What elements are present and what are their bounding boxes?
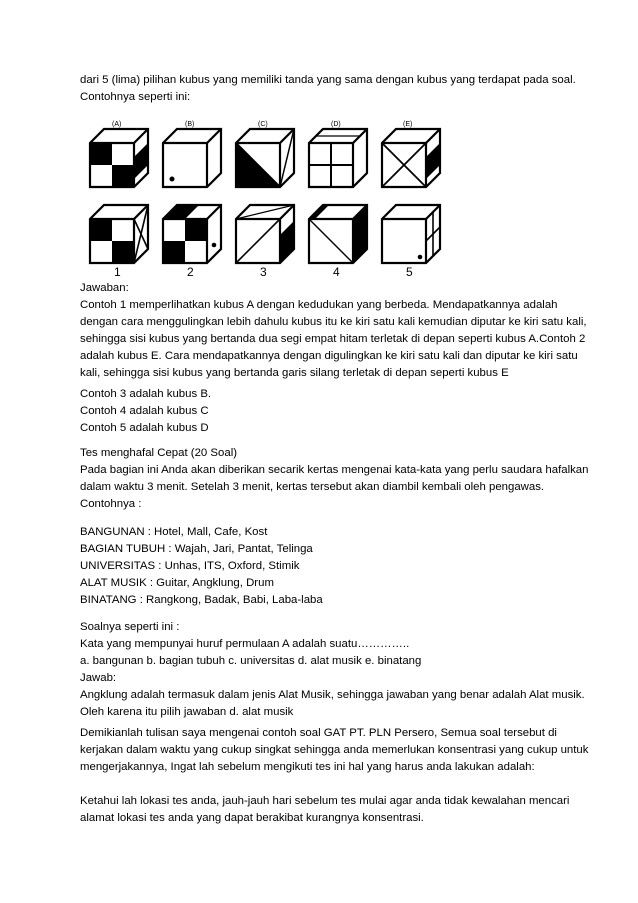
text-line: alamat lokasi tes anda yang dapat berakibat kurangnya konsentrasi. xyxy=(80,812,424,824)
text-line: Jawab: xyxy=(80,672,117,684)
list-item: Contoh 3 adalah kubus B. xyxy=(80,388,212,400)
categories-list xyxy=(80,524,580,609)
question-number-2: 2 xyxy=(187,265,194,279)
text-line: Oleh karena itu pilih jawaban d. alat musik xyxy=(80,706,294,718)
text-line: a. bangunan b. bagian tubuh c. universitas d. alat musik e. binatang xyxy=(80,655,422,667)
text-line: kali, sehingga sisi kubus yang bertanda garis silang terletak di depan seperti kubus E xyxy=(80,367,509,379)
text-line: Ketahui lah lokasi tes anda, jauh-jauh hari sebelum tes mulai agar anda tidak kewalahan mencari xyxy=(80,795,570,807)
question-number-4: 4 xyxy=(333,265,340,279)
cube-question-4 xyxy=(309,205,367,263)
list-item: Contoh 5 adalah kubus D xyxy=(80,422,209,434)
cube-option-e xyxy=(382,129,440,187)
text-line: Kata yang mempunyai huruf permulaan A adalah suatu………….. xyxy=(80,638,410,650)
section-heading: Tes menghafal Cepat (20 Soal) xyxy=(80,447,238,459)
question-number-1: 1 xyxy=(114,265,121,279)
cube-option-c xyxy=(236,129,294,187)
cube-option-d xyxy=(309,129,367,187)
intro-paragraph xyxy=(80,72,580,106)
closing-paragraph xyxy=(80,725,589,776)
cube-question-3 xyxy=(236,205,294,263)
text-line: Demikianlah tulisan saya mengenai contoh soal GAT PT. PLN Persero, Semua soal tersebut di xyxy=(80,727,557,739)
list-item: BANGUNAN : Hotel, Mall, Cafe, Kost xyxy=(80,526,268,538)
option-label-b: (B) xyxy=(185,121,195,128)
text-line: dengan cara menggulingkan lebih dahulu kubus itu ke kiri satu kali kemudian diputar ke kiri satu kali, xyxy=(80,316,587,328)
list-item: ALAT MUSIK : Guitar, Angklung, Drum xyxy=(80,577,274,589)
cube-question-5 xyxy=(382,205,440,263)
list-item: Contoh 4 adalah kubus C xyxy=(80,405,209,417)
soal-paragraph xyxy=(80,619,585,721)
text-line: Soalnya seperti ini : xyxy=(80,621,180,633)
cube-question-2 xyxy=(163,205,221,263)
text-line: dari 5 (lima) pilihan kubus yang memiliki tanda yang sama dengan kubus yang terdapat pada soal. xyxy=(80,74,576,86)
question-number-5: 5 xyxy=(406,265,413,279)
list-item: BAGIAN TUBUH : Wajah, Jari, Pantat, Telinga xyxy=(80,543,313,555)
text-line: Contoh 1 memperlihatkan kubus A dengan kedudukan yang berbeda. Mendapatkannya adalah xyxy=(80,299,558,311)
text-line: Angklung adalah termasuk dalam jenis Alat Musik, sehingga jawaban yang benar adalah Alat musik. xyxy=(80,689,585,701)
contoh-list xyxy=(80,386,580,437)
list-item: BINATANG : Rangkong, Badak, Babi, Laba-laba xyxy=(80,594,323,606)
cube-puzzle-figure xyxy=(86,115,446,280)
text-line: Pada bagian ini Anda akan diberikan secarik kertas mengenai kata-kata yang perlu saudara hafalkan xyxy=(80,464,589,476)
cube-question-1 xyxy=(90,205,148,263)
text-line: Contohnya : xyxy=(80,498,142,510)
text-line: mengerjakannya, Ingat lah sebelum mengikuti tes ini hal yang harus anda lakukan adalah: xyxy=(80,761,535,773)
text-line: Contohnya seperti ini: xyxy=(80,91,191,103)
tip-paragraph xyxy=(80,793,580,827)
jawaban-paragraph xyxy=(80,280,587,382)
text-line: Jawaban: xyxy=(80,282,129,294)
cube-option-a xyxy=(90,129,148,187)
question-number-3: 3 xyxy=(260,265,267,279)
text-line: adalah kubus E. Cara mendapatkannya dengan digulingkan ke kiri satu kali dan diputar ke kiri satu xyxy=(80,350,578,362)
text-line: sehingga sisi kubus yang bertanda dua segi empat hitam terletak di depan seperti kubus A.Contoh 2 xyxy=(80,333,586,345)
cube-option-b xyxy=(163,129,221,187)
option-label-a: (A) xyxy=(112,121,122,128)
option-label-d: (D) xyxy=(331,121,341,128)
text-line: dalam waktu 3 menit. Setelah 3 menit, kertas tersebut akan diambil kembali oleh pengawas. xyxy=(80,481,545,493)
list-item: UNIVERSITAS : Unhas, ITS, Oxford, Stimik xyxy=(80,560,300,572)
tes-paragraph xyxy=(80,445,589,513)
option-label-e: (E) xyxy=(403,121,413,128)
text-line: kerjakan dalam waktu yang cukup singkat sehingga anda memerlukan konsentrasi yang cukup untuk xyxy=(80,744,589,756)
option-label-c: (C) xyxy=(258,121,268,128)
